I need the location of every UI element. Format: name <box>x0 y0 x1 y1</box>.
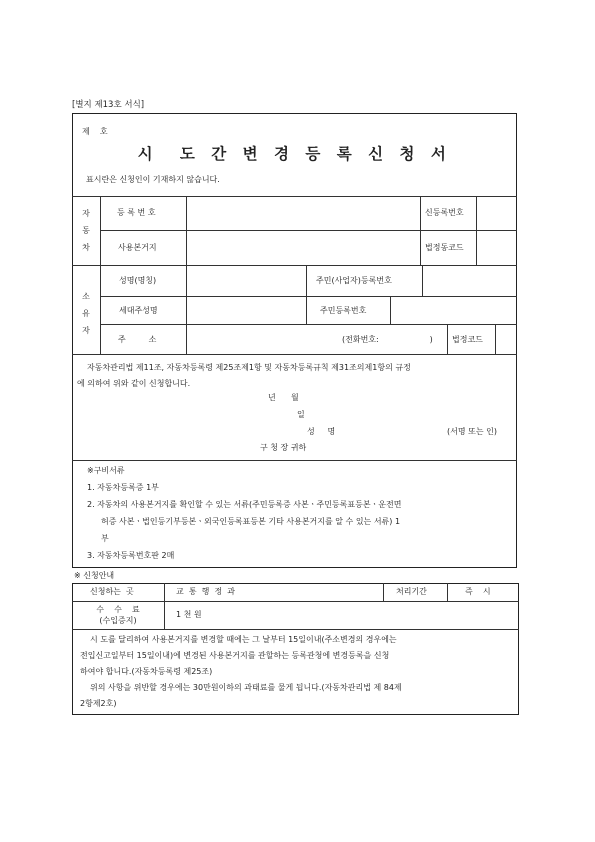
business-registration-label: 주민(사업자)등록번호 <box>316 276 392 285</box>
guide-heading: ※ 신청안내 <box>74 571 115 580</box>
base-location-label: 사용본거지 <box>118 243 157 252</box>
fee-label: 수 수 료 (수입증지) <box>96 605 140 625</box>
legal-dong-code-label: 법정동코드 <box>425 243 464 252</box>
signature-note: (서명 또는 인) <box>447 427 497 436</box>
document-item: 3. 자동차등록번호판 2매 <box>87 551 175 560</box>
owner-name-label: 성명(명칭) <box>119 276 157 285</box>
vehicle-section-label: 자 동 차 <box>82 209 90 252</box>
resident-number-label: 주민등록번호 <box>320 306 367 315</box>
document-number-label: 제 호 <box>82 127 108 136</box>
form-note: 표시란은 신청인이 기재하지 않습니다. <box>86 175 220 184</box>
fee-value: 1 천 원 <box>176 610 202 619</box>
required-documents: ※구비서류 1. 자동차등록증 1부 2. 자동차의 사용본거지를 확인할 수 있는 서류(주민등록증 사본ㆍ주민등록표등본ㆍ운전면 허증 사본ㆍ법인등기부등본ㆍ외국인등록표등본 기타 사용본거지를 알 수 있는 서류) 1 부 3. 자동차등록번호판 2매 <box>87 462 402 564</box>
form-title: 시 도 간 변 경 등 록 신 청 서 <box>137 145 452 163</box>
address-label: 주 소 <box>118 335 157 344</box>
office-value: 교 통 행 정 과 <box>176 587 235 596</box>
document-item: 2. 자동차의 사용본거지를 확인할 수 있는 서류(주민등록증 사본ㆍ주민등록표등본ㆍ운전면 <box>87 500 402 509</box>
owner-section-label: 소 유 자 <box>82 292 90 335</box>
processing-period-value: 즉 시 <box>465 587 491 596</box>
signature-name-label: 성 명 <box>307 427 336 436</box>
registration-number-label: 등 록 번 호 <box>117 208 156 217</box>
document-item: 1. 자동차등록증 1부 <box>87 483 159 492</box>
application-statement: 자동차관리법 제11조, 자동차등록령 제25조제1항 및 자동차등록규칙 제31조의제1항의 규정 에 의하여 위와 같이 신청합니다. <box>77 363 411 388</box>
form-reference: [별지 제13호 서식] <box>72 100 145 110</box>
processing-period-label: 처리기간 <box>396 587 427 596</box>
householder-name-label: 세대주성명 <box>119 306 158 315</box>
office-label: 신청하는 곳 <box>90 587 134 596</box>
date-day: 일 <box>297 410 305 419</box>
legal-code-label: 법정코드 <box>452 335 483 344</box>
guide-notice: 시 도를 달리하여 사용본거지를 변경할 때에는 그 날부터 15일이내(주소변경의 경우에는 전입신고일부터 15일이내)에 변경된 사용본거지를 관할하는 등록관청에 변경등록을 신청 하여야 합니다.(자동차등록령 제25조) 위의 사항을 위반할 경우에는 30만원이하의 과태료를 물게 됩니다.(자동차관리법 제 84제 2항제2호) <box>80 635 402 708</box>
date-year-month: 년 월 <box>268 393 299 402</box>
recipient: 구 청 장 귀하 <box>260 443 307 452</box>
new-registration-number-label: 신등록번호 <box>425 208 464 217</box>
documents-heading: ※구비서류 <box>87 466 125 475</box>
phone-number-label: (전화번호: ) <box>342 335 433 344</box>
